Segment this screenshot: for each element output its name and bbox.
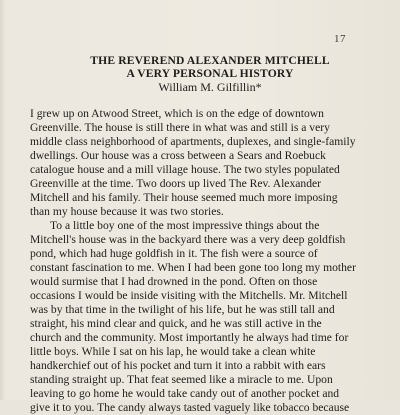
article-body: [30, 107, 392, 415]
article-title-line-1: THE REVEREND ALEXANDER MITCHELL: [90, 54, 330, 67]
article-header: [20, 54, 400, 94]
body-line: occasions I would be inside visiting with the Mitchells. Mr. Mitchell: [30, 289, 348, 302]
body-line: handkerchief out of his pocket and turn it into a rabbit with ears: [30, 359, 326, 372]
body-line: I grew up on Atwood Street, which is on the edge of downtown: [30, 107, 324, 120]
body-line: constant fascination to me. When I had been gone too long my mother: [30, 261, 356, 274]
body-line: church and the community. Most importantly he always had time for: [30, 331, 349, 344]
article-title-line-2: A VERY PERSONAL HISTORY: [126, 67, 294, 80]
body-line: leaving to go home he would take candy out of another pocket and: [30, 387, 340, 400]
article-author: William M. Gilfillin*: [158, 80, 262, 94]
body-line: Mitchell and his family. Their house seemed much more imposing: [30, 191, 338, 204]
body-line: pond, which had huge goldfish in it. The fish were a source of: [30, 247, 318, 260]
body-line: than my house because it was two stories.: [30, 205, 224, 218]
body-line: straight, his mind clear and quick, and he was still active in the: [30, 317, 322, 330]
body-line: middle class neighborhood of apartments, duplexes, and single-family: [30, 135, 356, 148]
body-line: Greenville. The house is still there in what was and still is a very: [30, 121, 330, 134]
body-line: was by that time in the twilight of his life, but he was still tall and: [30, 303, 335, 316]
body-line: dwellings. Our house was a cross between a Sears and Roebuck: [30, 149, 326, 162]
body-line: Mitchell's house was in the backyard there was a very deep goldfish: [30, 233, 346, 246]
body-line: give it to you. The candy always tasted vaguely like tobacco because: [30, 401, 350, 414]
body-line: standing straight up. That feat seemed like a miracle to me. Upon: [30, 373, 333, 386]
body-line: little boys. While I sat on his lap, he would take a clean white: [30, 345, 316, 358]
body-line: catalogue house and a mill village house. The two styles populated: [30, 163, 340, 176]
page-number: 17: [334, 33, 346, 45]
body-line: Greenville at the time. Two doors up lived The Rev. Alexander: [30, 177, 321, 190]
body-line: would surmise that I had drowned in the pond. Often on those: [30, 275, 318, 288]
body-line: To a little boy one of the most impressive things about the: [50, 219, 320, 232]
